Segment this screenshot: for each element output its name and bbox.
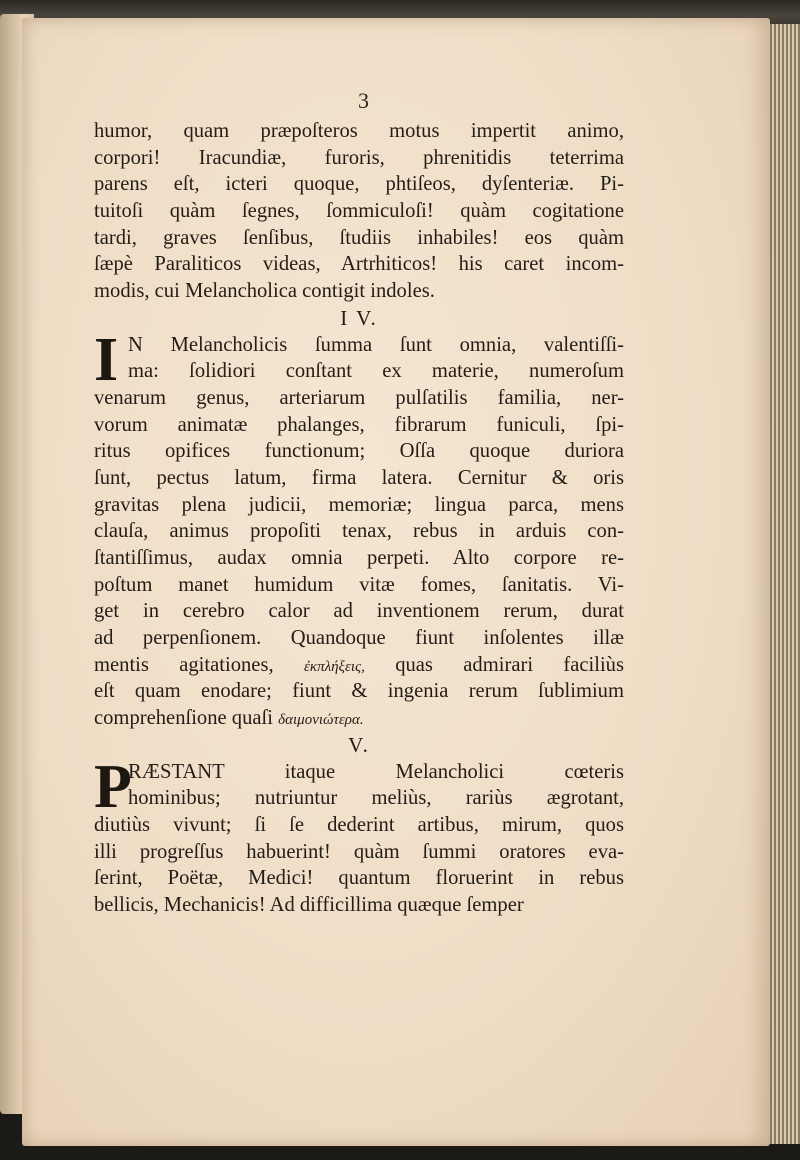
text-line: ma: ſolidiori conſtant ex materie, numeroſum [128, 360, 624, 383]
text-line: parens eſt, icteri quoque, phtiſeos, dyſenteriæ. Pi- [94, 173, 624, 196]
book-page-stack [766, 24, 800, 1144]
text-line: RÆSTANT itaque Melancholici cœteris [128, 760, 624, 783]
page-number: 3 [358, 88, 369, 113]
paragraph-top [94, 118, 624, 305]
text-line: tuitoſi quàm ſegnes, ſommiculoſi! quàm cogitatione [94, 200, 624, 223]
text-line: ad perpenſionem. Quandoque fiunt inſolentes illæ [94, 627, 624, 650]
text-line: hominibus; nutriuntur meliùs, rariùs ægrotant, [128, 787, 624, 810]
text-line: clauſa, animus propoſiti tenax, rebus in arduis con- [94, 520, 624, 543]
text-line: tardi, graves ſenſibus, ſtudiis inhabiles! eos quàm [94, 226, 624, 249]
text-line-greek [94, 705, 624, 732]
text-line: ritus opifices functionum; Oſſa quoque duriora [94, 440, 624, 463]
book-page [22, 18, 770, 1146]
greek-word: δαιμονιώτερα. [278, 712, 364, 729]
text-line: ſæpè Paraliticos videas, Artrhiticos! his caret incom- [94, 253, 624, 276]
drop-cap: I [94, 325, 119, 394]
greek-word: ἐκπλήξεις, [303, 658, 365, 675]
section-heading-v: V. [348, 732, 370, 757]
text-line: corpori! Iracundiæ, furoris, phrenitidis teterrima [94, 146, 624, 169]
text-line: gravitas plena judicii, memoriæ; lingua parca, mens [94, 493, 624, 516]
text-line: vorum animatæ phalanges, fibrarum funiculi, ſpi- [94, 413, 624, 436]
paragraph-iv [94, 325, 624, 732]
text-line: modis, cui Melancholica contigit indoles. [94, 280, 435, 303]
text-segment: mentis agitationes, [94, 653, 274, 676]
text-line: eſt quam enodare; fiunt & ingenia rerum ſublimium [94, 680, 624, 703]
paragraph-v [94, 752, 624, 919]
text-line: bellicis, Mechanicis! Ad difficillima quæque ſemper [94, 893, 524, 916]
text-line-greek [94, 652, 624, 679]
text-segment: quas admirari faciliùs [395, 653, 624, 676]
text-line: ſunt, pectus latum, firma latera. Cernitur & oris [94, 466, 624, 489]
text-line: get in cerebro calor ad inventionem rerum, durat [94, 600, 624, 623]
drop-cap: P [94, 752, 132, 821]
text-segment: comprehenſione quaſi [94, 707, 273, 730]
body-text [94, 118, 624, 919]
text-line: poſtum manet humidum vitæ fomes, ſanitatis. Vi- [94, 573, 624, 596]
text-line: ſtantiſſimus, audax omnia perpeti. Alto corpore re- [94, 547, 624, 569]
text-line: illi progreſſus habuerint! quàm ſummi oratores eva- [94, 840, 624, 863]
text-line: ſerint, Poëtæ, Medici! quantum floruerint in rebus [94, 867, 624, 890]
text-line: venarum genus, arteriarum pulſatilis familia, ner- [94, 386, 624, 409]
text-line: humor, quam præpoſteros motus impertit animo, [94, 120, 624, 142]
text-line: diutiùs vivunt; ſi ſe dederint artibus, mirum, quos [94, 813, 624, 836]
section-heading-iv: I V. [340, 305, 378, 330]
text-line: N Melancholicis ſumma ſunt omnia, valentiſſi- [128, 333, 624, 356]
